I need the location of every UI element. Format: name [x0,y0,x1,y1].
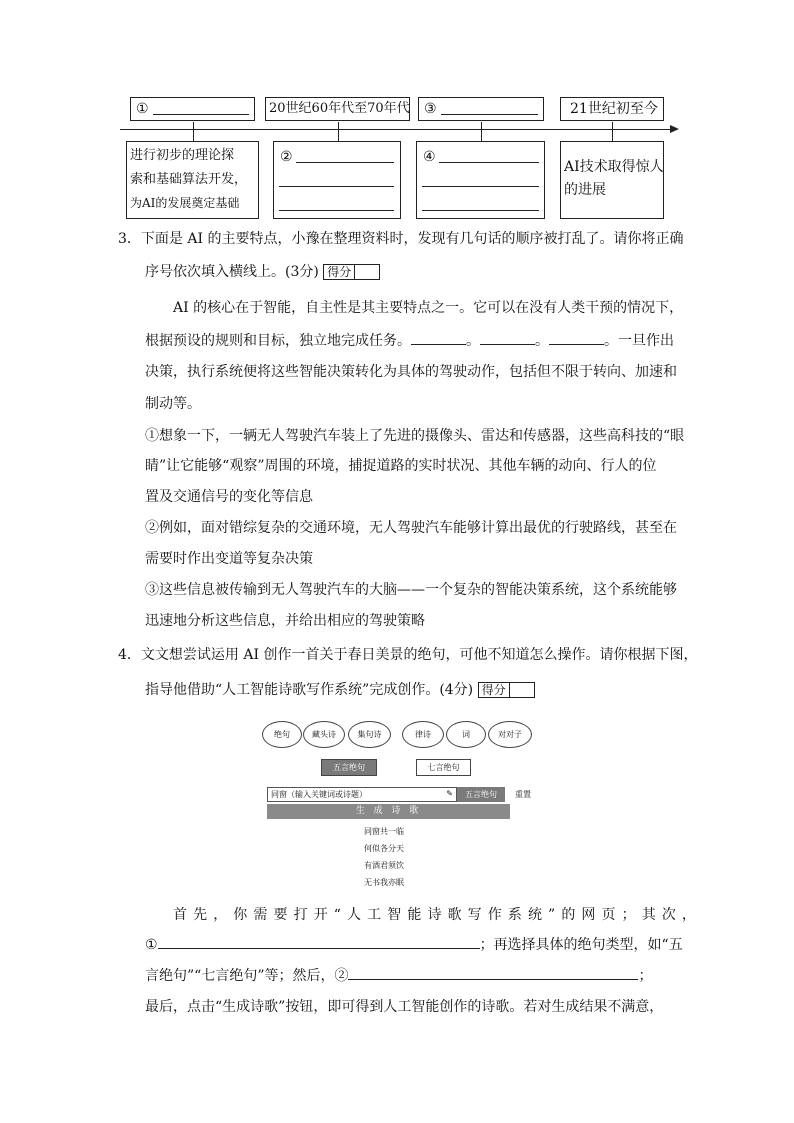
q3-para-line3: 决策，执行系统便将这些智能决策转化为具体的驾驶动作，包括但不限于转向、加速和 [145,364,677,380]
timeline-bottom-box-3 [416,141,545,219]
generate-poem-button[interactable] [267,804,510,819]
reset-link[interactable]: 重置 [515,790,531,799]
timeline-top-box-4-label: 21世纪初至今 [570,101,658,117]
q3-score-blank[interactable] [355,265,379,279]
q4-answer-line3-start: 言绝句”“七言绝句”等；然后，② [145,968,349,984]
generate-poem-label: 生 成 诗 歌 [355,806,422,816]
q3-item-line: 迅速地分析这些信息，并给出相应的驾驶策略 [145,613,425,629]
poem-type-ci[interactable]: 词 [446,721,486,748]
timeline-top-box-1 [130,97,255,121]
timeline-top-box-3 [418,97,544,121]
timeline-bottom-box-1 [126,141,259,219]
q3-para-line2-text: 根据预设的规则和目标，独立地完成任务。 [145,333,411,349]
q4-answer-line3 [145,965,652,986]
poem-line: 何似各分天 [364,844,404,853]
q4-answer-line2 [145,934,683,955]
q3-item-line: 睛”让它能够“观察”周围的环境，捕捉道路的实时状况、其他车辆的动向、行人的位 [145,458,657,474]
poem-type-lvshi[interactable]: 律诗 [402,721,444,748]
timeline-connector-3 [481,122,482,141]
five-char-button[interactable]: 五言绝句 [321,759,377,776]
poem-line: 同窗共一临 [364,827,404,836]
keyword-input-value: 同窗（输入关键词或诗题） [271,790,367,799]
q3-sep1: 。 [466,333,480,349]
timeline-bottom-box-1-line1: 进行初步的理论探 [130,148,235,163]
timeline-bottom-box-1-line3: 为AI的发展奠定基础 [130,196,240,210]
q4-answer-line3-end: ； [638,968,653,984]
timeline-top-box-3-label: ③ [424,101,437,117]
q3-item-line: ①想象一下，一辆无人驾驶汽车装上了先进的摄像头、雷达和传感器，这些高科技的“眼 [145,428,685,444]
q4-answer-line1: 首先，你需要打开“人工智能诗歌写作系统”的网页；其次， [173,907,703,923]
answer-blank[interactable] [422,210,539,211]
q4-answer-line4: 最后，点击“生成诗歌”按钮，即可得到人工智能创作的诗歌。若对生成结果不满意， [145,999,664,1015]
timeline-bottom-box-1-line2: 索和基础算法开发， [130,172,248,187]
pencil-icon: ✎ [446,789,453,798]
q3-score-label: 得分 [324,265,355,279]
poem-type-jueju[interactable]: 绝句 [262,721,302,748]
answer-blank-q4-2[interactable] [348,965,638,980]
answer-blank[interactable] [439,162,539,163]
q4-score-blank[interactable] [510,683,534,697]
q3-stem-line2: 序号依次填入横线上。(3分) [145,264,319,280]
timeline-arrowhead [670,125,679,133]
poem-type-cangtou[interactable]: 藏头诗 [303,721,345,748]
q4-stem-line1: 4．文文想尝试运用 AI 创作一首关于春日美景的绝句，可他不知道怎么操作。请你根据下图， [118,647,698,663]
q3-para-line2-end: 。一旦作出 [604,333,674,349]
timeline-bottom-box-4 [560,141,664,219]
q4-score-box [478,682,535,698]
keyword-input[interactable] [267,787,457,802]
seven-char-button[interactable]: 七言绝句 [416,759,471,776]
timeline-top-box-1-label: ① [136,101,149,117]
answer-blank-1[interactable] [411,330,466,345]
timeline-bottom-box-3-label: ④ [423,149,436,165]
q4-answer-marker-1: ① [145,937,158,953]
answer-blank-3[interactable] [549,330,604,345]
timeline-top-box-4 [560,97,664,121]
timeline-connector-4 [612,122,613,141]
timeline-bottom-box-4-line2: 的进展 [564,182,606,198]
timeline-connector-1 [193,122,194,141]
q3-sep2: 。 [535,333,549,349]
q3-item-line: 需要时作出变道等复杂决策 [145,551,313,567]
answer-blank[interactable] [422,186,539,187]
timeline-bottom-box-2 [273,141,401,219]
timeline-connector-2 [338,122,339,141]
timeline-top-box-1-blank [153,114,249,115]
q4-score-label: 得分 [479,683,510,697]
poem-type-jiju[interactable]: 集句诗 [348,721,391,748]
timeline-axis [120,129,672,130]
q3-item-line: ③这些信息被传输到无人驾驶汽车的大脑——一个复杂的智能决策系统，这个系统能够 [145,582,677,598]
q3-stem-line2-row [145,261,380,281]
timeline-bottom-box-2-label: ② [280,149,293,165]
q3-score-box [323,264,380,280]
poem-line: 无书我亦眠 [364,878,404,887]
q4-stem-line2-row [145,679,535,699]
q3-para-line4: 制动等。 [145,396,201,412]
timeline-bottom-box-4-line1: AI技术取得惊人 [564,159,664,175]
timeline-top-box-3-blank [441,114,538,115]
answer-blank-q4-1[interactable] [158,934,480,949]
q4-answer-line2-end: ；再选择具体的绝句类型，如“五 [479,937,683,953]
q3-stem-line1: 3．下面是 AI 的主要特点，小豫在整理资料时，发现有几句话的顺序被打乱了。请你将正确 [118,231,684,247]
q3-para-line1: AI 的核心在于智能，自主性是其主要特点之一。它可以在没有人类干预的情况下， [173,300,684,316]
q3-item-line: ②例如，面对错综复杂的交通环境，无人驾驶汽车能够计算出最优的行驶路线，甚至在 [145,520,677,536]
timeline-top-box-2 [265,97,410,121]
timeline-top-box-2-label: 20世纪60年代至70年代 [269,101,410,116]
q4-stem-line2: 指导他借助“人工智能诗歌写作系统”完成创作。(4分) [145,682,474,698]
poem-type-duiduizi[interactable]: 对对子 [488,721,532,748]
answer-blank-2[interactable] [480,330,535,345]
input-type-button[interactable]: 五言绝句 [457,787,505,802]
poem-line: 有酒君须饮 [364,861,404,870]
q3-item-line: 置及交通信号的变化等信息 [145,489,313,505]
answer-blank[interactable] [296,162,394,163]
answer-blank[interactable] [279,210,394,211]
q3-para-line2 [145,330,674,351]
answer-blank[interactable] [279,186,394,187]
